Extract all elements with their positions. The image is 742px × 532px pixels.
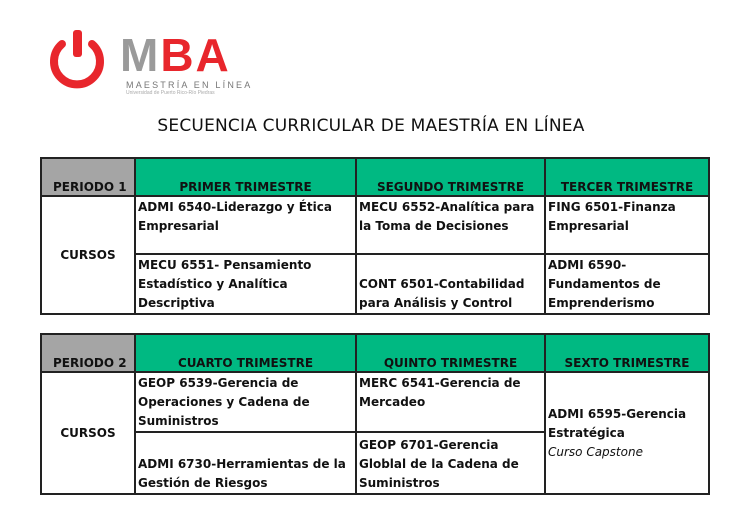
logo-brand-text: M xyxy=(120,29,161,81)
capstone-cell xyxy=(545,372,709,494)
period-label: PERIODO 1 xyxy=(41,158,135,196)
course-cell: ADMI 6590-Fundamentos de Emprenderismo xyxy=(545,254,709,314)
course-text: ADMI 6595-Gerencia Estratégica xyxy=(548,407,687,440)
period-1-table xyxy=(40,157,710,315)
course-cell: MECU 6551- Pensamiento Estadístico y Analítica Descriptiva xyxy=(135,254,356,314)
course-cell: CONT 6501-Contabilidad para Análisis y Control xyxy=(356,254,545,314)
course-cell: GEOP 6539-Gerencia de Operaciones y Cadena de Suministros xyxy=(135,372,356,432)
trimester-header: QUINTO TRIMESTRE xyxy=(356,334,545,372)
course-cell: FING 6501-Finanza Empresarial xyxy=(545,196,709,254)
period-label: PERIODO 2 xyxy=(41,334,135,372)
trimester-header: PRIMER TRIMESTRE xyxy=(135,158,356,196)
course-cell: MECU 6552-Analítica para la Toma de Decisiones xyxy=(356,196,545,254)
page-title: SECUENCIA CURRICULAR DE MAESTRÍA EN LÍNEA xyxy=(157,116,585,136)
trimester-header: CUARTO TRIMESTRE xyxy=(135,334,356,372)
logo-brand xyxy=(120,29,231,81)
capstone-note: Curso Capstone xyxy=(548,445,643,459)
trimester-header: SEXTO TRIMESTRE xyxy=(545,334,709,372)
course-cell: MERC 6541-Gerencia de Mercadeo xyxy=(356,372,545,432)
power-icon xyxy=(40,30,114,90)
trimester-header: TERCER TRIMESTRE xyxy=(545,158,709,196)
course-cell: ADMI 6540-Liderazgo y Ética Empresarial xyxy=(135,196,356,254)
trimester-header: SEGUNDO TRIMESTRE xyxy=(356,158,545,196)
cursos-label: CURSOS xyxy=(41,196,135,314)
period-2-table xyxy=(40,333,710,495)
cursos-label: CURSOS xyxy=(41,372,135,494)
logo-brand-accent: BA xyxy=(160,29,231,81)
logo-institution: Universidad de Puerto Rico-Río Piedras xyxy=(126,90,215,96)
logo-subtitle: MAESTRÍA EN LÍNEA xyxy=(126,80,253,90)
course-cell: ADMI 6730-Herramientas de la Gestión de Riesgos xyxy=(135,432,356,494)
mba-logo xyxy=(40,29,290,96)
course-cell: GEOP 6701-Gerencia Globlal de la Cadena de Suministros xyxy=(356,432,545,494)
